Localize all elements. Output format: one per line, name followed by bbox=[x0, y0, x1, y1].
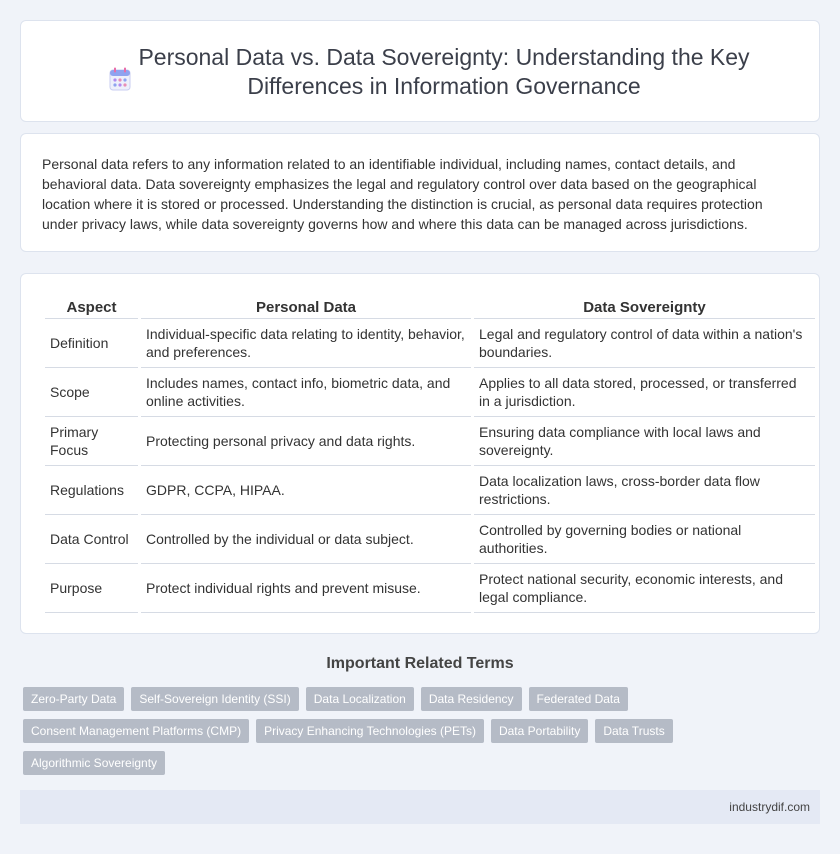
table-cell-personal-data: Protecting personal privacy and data rights. bbox=[141, 417, 471, 466]
tag-data-localization[interactable]: Data Localization bbox=[306, 687, 414, 711]
table-cell-data-sovereignty: Controlled by governing bodies or national authorities. bbox=[474, 515, 815, 564]
table-cell-personal-data: Protect individual rights and prevent misuse. bbox=[141, 564, 471, 613]
table-cell-data-sovereignty: Protect national security, economic interests, and legal compliance. bbox=[474, 564, 815, 613]
related-terms-heading: Important Related Terms bbox=[326, 655, 514, 672]
title-card bbox=[20, 20, 820, 122]
table-cell-personal-data: GDPR, CCPA, HIPAA. bbox=[141, 466, 471, 515]
table-cell-data-sovereignty: Data localization laws, cross-border data flow restrictions. bbox=[474, 466, 815, 515]
comparison-table bbox=[42, 294, 818, 613]
tag-federated-data[interactable]: Federated Data bbox=[529, 687, 628, 711]
tag-self-sovereign-identity[interactable]: Self-Sovereign Identity (SSI) bbox=[131, 687, 298, 711]
table-cell-aspect: Regulations bbox=[45, 466, 138, 515]
table-row bbox=[45, 564, 815, 613]
table-row bbox=[45, 417, 815, 466]
table-row bbox=[45, 466, 815, 515]
tag-data-portability[interactable]: Data Portability bbox=[491, 719, 588, 743]
column-header-aspect: Aspect bbox=[45, 294, 138, 319]
table-cell-personal-data: Individual-specific data relating to identity, behavior, and preferences. bbox=[141, 319, 471, 368]
intro-card bbox=[20, 133, 820, 252]
table-cell-data-sovereignty: Applies to all data stored, processed, or transferred in a jurisdiction. bbox=[474, 368, 815, 417]
table-header-row bbox=[45, 294, 815, 319]
column-header-data-sovereignty: Data Sovereignty bbox=[474, 294, 815, 319]
intro-paragraph: Personal data refers to any information related to an identifiable individual, including names, contact details, and behavioral data. Data sovereignty emphasizes the legal and regulatory control over data based on the geographical location where it is stored or processed. Understanding the distinction is crucial, as personal data requires protection under privacy laws, while data sovereignty governs how and where this data can be managed across jurisdictions. bbox=[42, 156, 763, 232]
tag-data-trusts[interactable]: Data Trusts bbox=[595, 719, 672, 743]
table-cell-data-sovereignty: Legal and regulatory control of data within a nation's boundaries. bbox=[474, 319, 815, 368]
footer bbox=[20, 790, 820, 824]
footer-site-link[interactable]: industrydif.com bbox=[729, 800, 810, 814]
tag-data-residency[interactable]: Data Residency bbox=[421, 687, 522, 711]
tag-consent-management-platforms[interactable]: Consent Management Platforms (CMP) bbox=[23, 719, 249, 743]
table-cell-aspect: Purpose bbox=[45, 564, 138, 613]
tag-row bbox=[23, 687, 803, 711]
table-row bbox=[45, 319, 815, 368]
column-header-personal-data: Personal Data bbox=[141, 294, 471, 319]
table-cell-personal-data: Includes names, contact info, biometric data, and online activities. bbox=[141, 368, 471, 417]
tag-privacy-enhancing-technologies[interactable]: Privacy Enhancing Technologies (PETs) bbox=[256, 719, 484, 743]
page-title: Personal Data vs. Data Sovereignty: Understanding the Key Differences in Information Governance bbox=[138, 44, 750, 99]
table-row bbox=[45, 515, 815, 564]
tag-row bbox=[23, 719, 803, 743]
tag-algorithmic-sovereignty[interactable]: Algorithmic Sovereignty bbox=[23, 751, 165, 775]
tag-row bbox=[23, 751, 803, 775]
table-cell-data-sovereignty: Ensuring data compliance with local laws and sovereignty. bbox=[474, 417, 815, 466]
table-cell-aspect: Definition bbox=[45, 319, 138, 368]
table-cell-aspect: Data Control bbox=[45, 515, 138, 564]
table-cell-aspect: Primary Focus bbox=[45, 417, 138, 466]
table-cell-personal-data: Controlled by the individual or data subject. bbox=[141, 515, 471, 564]
table-row bbox=[45, 368, 815, 417]
related-terms-tags bbox=[23, 687, 803, 783]
comparison-card bbox=[20, 273, 820, 634]
tag-zero-party-data[interactable]: Zero-Party Data bbox=[23, 687, 124, 711]
table-cell-aspect: Scope bbox=[45, 368, 138, 417]
